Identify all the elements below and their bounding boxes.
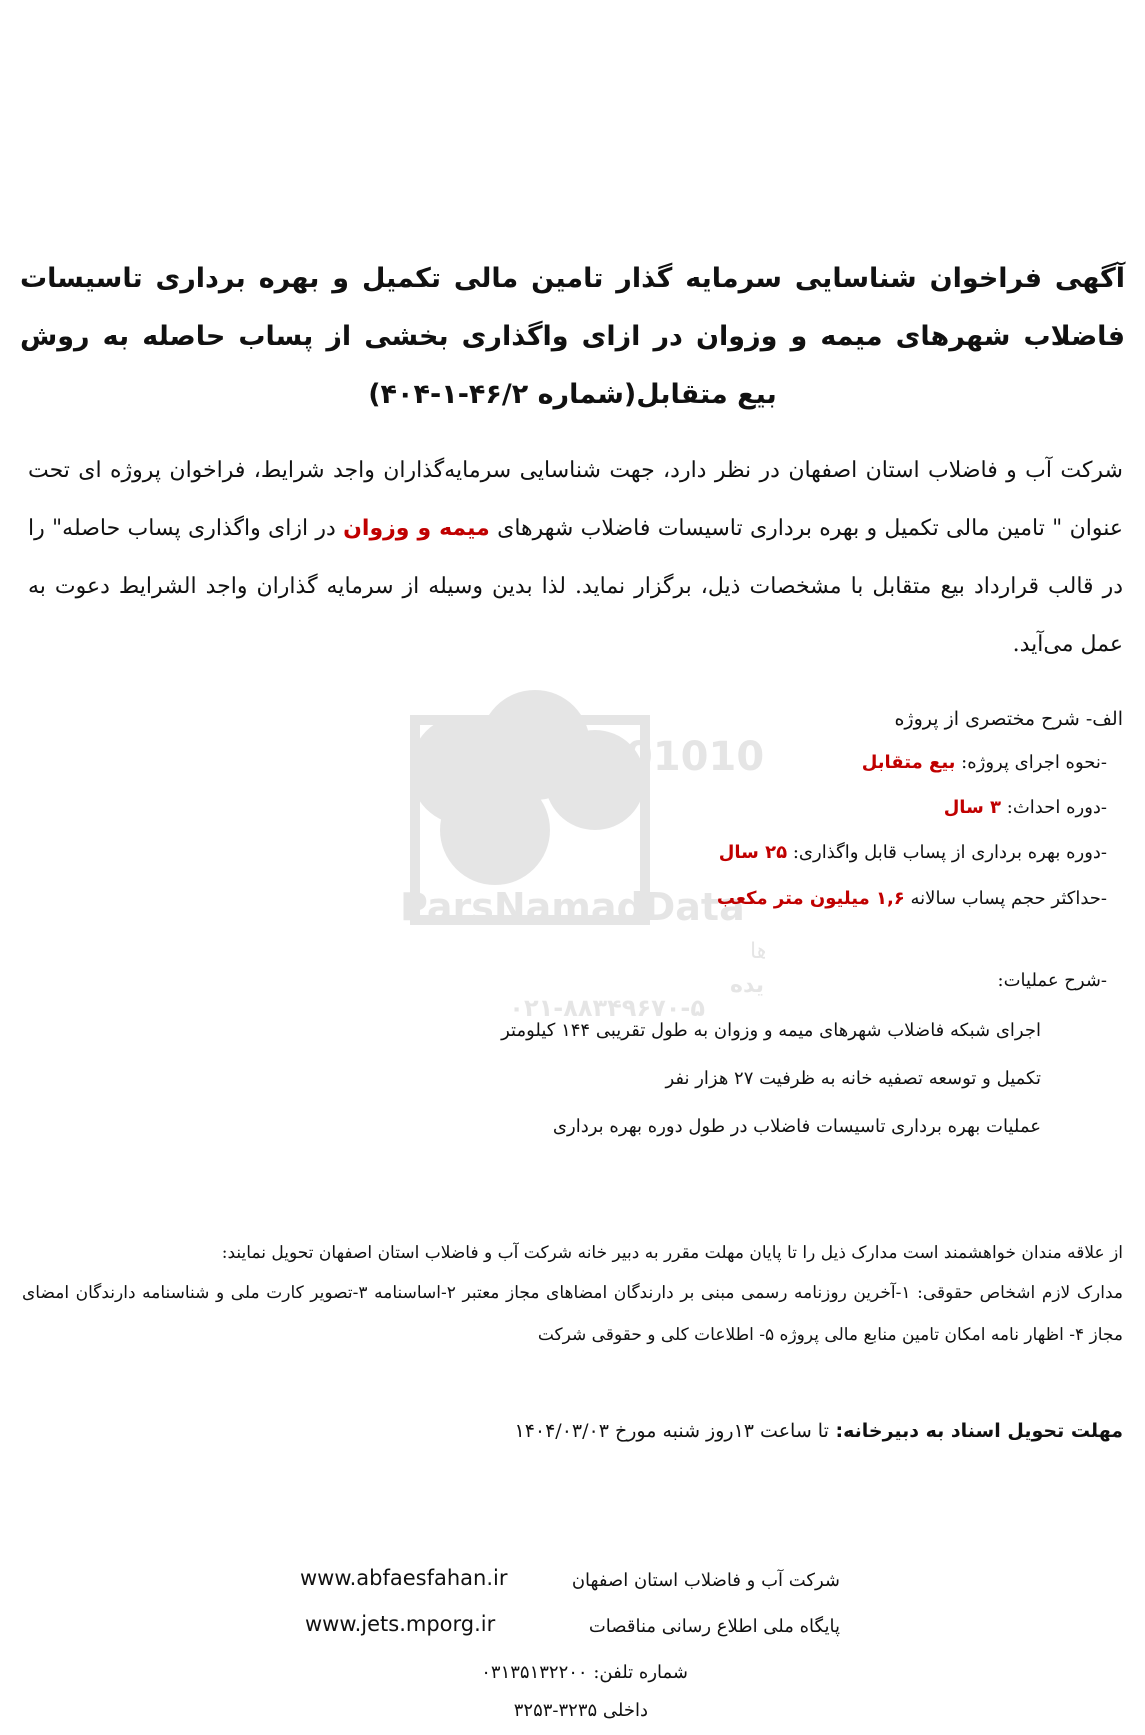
footer-company-row: [300, 1566, 840, 1590]
summary-label: -دوره احداث:: [1001, 797, 1107, 818]
summary-label: -نحوه اجرای پروژه:: [955, 752, 1107, 773]
deadline-value: تا ساعت ۱۳روز شنبه مورخ ۱۴۰۴/۰۳/۰۳: [514, 1420, 829, 1442]
summary-item-construction: [944, 797, 1107, 818]
intro-text-2: در ازای واگذاری پساب حاصله" را در قالب قرارداد بیع متقابل با مشخصات ذیل، برگزار نماید. لذا بدین وسیله از سرمایه گذاران واجد الشرایط دعوت به عمل می‌آید.: [28, 516, 1123, 657]
deadline: [514, 1420, 1123, 1442]
summary-value: بیع متقابل: [861, 752, 956, 773]
watermark-logo-icon: [385, 690, 765, 1020]
footer-phone: شماره تلفن: ۰۳۱۳۵۱۳۲۲۰۰: [481, 1662, 688, 1683]
operation-item: تکمیل و توسعه تصفیه خانه به ظرفیت ۲۷ هزار نفر: [665, 1068, 1041, 1089]
svg-text:010101: 01010: [625, 734, 765, 780]
documents-paragraph: مدارک لازم اشخاص حقوقی: ۱-آخرین روزنامه رسمی مبنی بر دارندگان امضاهای مجاز معتبر ۲-اساسنامه ۳-تصویر کارت ملی و شناسنامه دارندگان امضای مجاز ۴- اظهار نامه امکان تامین منابع مالی پروژه ۵- اطلاعات کلی و حقوقی شرکت: [22, 1283, 1123, 1345]
summary-label: -دوره بهره برداری از پساب قابل واگذاری:: [787, 842, 1107, 863]
footer-portal: پایگاه ملی اطلاع رسانی مناقصات: [588, 1616, 840, 1637]
company-url-link[interactable]: www.abfaesfahan.ir: [300, 1566, 508, 1590]
watermark: [385, 690, 765, 1020]
summary-value: ۲۵ سال: [718, 842, 788, 863]
summary-item-volume: [717, 888, 1107, 909]
footer-ext: داخلی ۳۲۳۵-۳۲۵۳: [513, 1700, 648, 1721]
operation-item: عملیات بهره برداری تاسیسات فاضلاب در طول دوره بهره برداری: [552, 1116, 1041, 1137]
footer-company: شرکت آب و فاضلاب استان اصفهان: [571, 1570, 840, 1591]
request-paragraph: از علاقه مندان خواهشمند است مدارک ذیل را تا پایان مهلت مقرر به دبیر خانه شرکت آب و فاضلاب استان اصفهان تحویل نمایند:: [221, 1243, 1123, 1263]
svg-text:مرکز فرآوری اطلاعات پارس نماد: ها: [750, 939, 765, 964]
summary-label: -حداکثر حجم پساب سالانه: [904, 888, 1107, 909]
intro-paragraph: [28, 442, 1123, 674]
summary-heading: الف- شرح مختصری از پروژه: [894, 708, 1123, 730]
svg-text:پایگاه اطلاع رسانی مناقصه و مز: یده: [730, 973, 764, 998]
summary-item-method: [862, 752, 1107, 773]
operation-item: اجرای شبکه فاضلاب شهرهای میمه و وزوان به طول تقریبی ۱۴۴ کیلومتر: [501, 1020, 1041, 1041]
summary-value: ۳ سال: [943, 797, 1002, 818]
svg-text:ParsNamadData: ParsNamadData: [400, 885, 745, 929]
summary-item-operation-period: [719, 842, 1107, 863]
portal-url-link[interactable]: www.jets.mporg.ir: [305, 1612, 496, 1636]
svg-text:۰۲۱-۸۸۳۴۹۶۷۰-۵: ۰۲۱-۸۸۳۴۹۶۷۰-۵: [509, 994, 705, 1020]
operations-heading: -شرح عملیات:: [997, 970, 1107, 991]
intro-text-1: شرکت آب و فاضلاب استان اصفهان در نظر دارد، جهت شناسایی سرمایه‌گذاران واجد شرایط، فراخوان پروژه ای تحت عنوان " تامین مالی تکمیل و بهره برداری تاسیسات فاضلاب شهرهای: [28, 458, 1123, 541]
page-title: آگهی فراخوان شناسایی سرمایه گذار تامین مالی تکمیل و بهره برداری تاسیسات فاضلاب شهرهای میمه و وزوان در ازای واگذاری بخشی از پساب حاصله به روش بیع متقابل(شماره ۴۶/۲-۱-۴۰۴): [20, 263, 1125, 410]
intro-cities: میمه و وزوان: [343, 516, 490, 541]
summary-value: ۱,۶ میلیون متر مکعب: [716, 888, 905, 909]
deadline-label: مهلت تحویل اسناد به دبیرخانه:: [828, 1420, 1123, 1442]
footer-portal-row: [305, 1612, 840, 1636]
